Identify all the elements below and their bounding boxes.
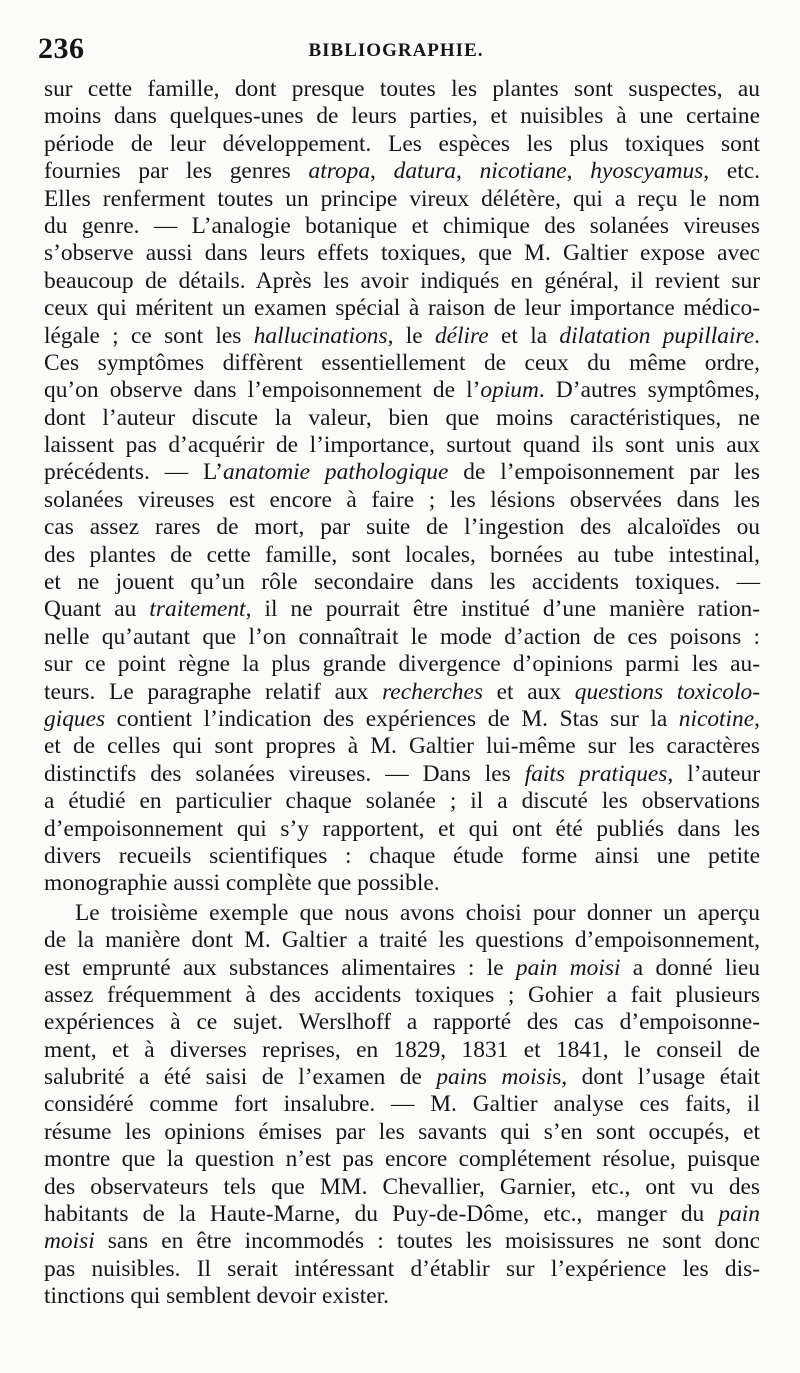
text-line: période de leur développement. Les espèces les plus toxiques sont bbox=[44, 130, 760, 157]
text-line: monographie aussi complète que possible. bbox=[44, 870, 440, 897]
text-line: beaucoup de détails. Après les avoir indiqués en général, il revient sur bbox=[44, 267, 760, 294]
text-line: ceux qui méritent un examen spécial à raison de leur importance médico- bbox=[44, 295, 760, 322]
text-line: de la manière dont M. Galtier a traité les questions d’empoisonnement, bbox=[44, 927, 760, 954]
text-line: est emprunté aux substances alimentaires : le pain moisi a donné lieu bbox=[44, 954, 760, 981]
text-line: pas nuisibles. Il serait intéressant d’établir sur l’expérience les dis- bbox=[44, 1255, 760, 1282]
text-line: moins dans quelques-unes de leurs parties, et nuisibles à une certaine bbox=[44, 103, 760, 130]
text-line: habitants de la Haute-Marne, du Puy-de-Dôme, etc., manger du pain bbox=[44, 1201, 760, 1228]
text-line: a étudié en particulier chaque solanée ; il a discuté les observations bbox=[44, 788, 760, 815]
text-line: dont l’auteur discute la valeur, bien que moins caractéristiques, ne bbox=[44, 404, 760, 431]
text-line: solanées vireuses est encore à faire ; les lésions observées dans les bbox=[44, 486, 760, 513]
text-line: expériences à ce sujet. Werslhoff a rapporté des cas d’empoisonne- bbox=[44, 1009, 760, 1036]
text-line: des plantes de cette famille, sont locales, bornées au tube intestinal, bbox=[44, 541, 760, 568]
text-line: qu’on observe dans l’empoisonnement de l’opium. D’autres symptômes, bbox=[44, 377, 760, 404]
text-line: fournies par les genres atropa, datura, nicotiane, hyoscyamus, etc. bbox=[44, 158, 760, 185]
text-line: légale ; ce sont les hallucinations, le délire et la dilatation pupillaire. bbox=[44, 322, 760, 349]
text-line: du genre. — L’analogie botanique et chimique des solanées vireuses bbox=[44, 212, 760, 239]
text-line: assez fréquemment à des accidents toxiques ; Gohier a fait plusieurs bbox=[44, 981, 760, 1008]
text-line: sur cette famille, dont presque toutes les plantes sont suspectes, au bbox=[44, 76, 760, 102]
text-line: salubrité a été saisi de l’examen de pains moisis, dont l’usage était bbox=[44, 1064, 760, 1091]
text-line: considéré comme fort insalubre. — M. Galtier analyse ces faits, il bbox=[44, 1091, 760, 1118]
text-line: moisi sans en être incommodés : toutes les moisissures ne sont donc bbox=[44, 1228, 760, 1255]
text-line: divers recueils scientifiques : chaque étude forme ainsi une petite bbox=[44, 842, 760, 869]
text-line: Le troisième exemple que nous avons choisi pour donner un aperçu bbox=[75, 899, 760, 926]
page-header bbox=[38, 30, 754, 70]
text-line: sur ce point règne la plus grande divergence d’opinions parmi les au- bbox=[44, 651, 760, 678]
text-line: laissent pas d’acquérir de l’importance, surtout quand ils sont unis aux bbox=[44, 432, 760, 459]
text-line: et de celles qui sont propres à M. Galtier lui-même sur les caractères bbox=[44, 733, 760, 760]
text-line: distinctifs des solanées vireuses. — Dans les faits pratiques, l’auteur bbox=[44, 760, 760, 787]
text-line: nelle qu’autant que l’on connaîtrait le mode d’action de ces poisons : bbox=[44, 623, 760, 650]
text-line: teurs. Le paragraphe relatif aux recherches et aux questions toxicolo- bbox=[44, 678, 760, 705]
page-number: 236 bbox=[38, 32, 85, 65]
text-line: précédents. — L’anatomie pathologique de l’empoisonnement par les bbox=[44, 459, 761, 486]
text-line: Ces symptômes diffèrent essentiellement de ceux du même ordre, bbox=[44, 349, 760, 376]
text-line: cas assez rares de mort, par suite de l’ingestion des alcaloïdes ou bbox=[44, 514, 760, 541]
running-head: BIBLIOGRAPHIE. bbox=[308, 40, 484, 61]
text-line: Quant au traitement, il ne pourrait être institué d’une manière ration- bbox=[44, 596, 760, 623]
text-line: d’empoisonnement qui s’y rapportent, et qui ont été publiés dans les bbox=[44, 815, 760, 842]
text-line: s’observe aussi dans leurs effets toxiques, que M. Galtier expose avec bbox=[44, 240, 760, 267]
text-line: montre que la question n’est pas encore complétement résolue, puisque bbox=[44, 1146, 760, 1173]
body-text bbox=[44, 76, 760, 1311]
text-line: tinctions qui semblent devoir exister. bbox=[44, 1283, 389, 1310]
text-line: des observateurs tels que MM. Chevallier, Garnier, etc., ont vu des bbox=[44, 1173, 760, 1200]
text-line: giques contient l’indication des expériences de M. Stas sur la nicotine, bbox=[44, 705, 760, 732]
text-line: ment, et à diverses reprises, en 1829, 1831 et 1841, le conseil de bbox=[44, 1036, 760, 1063]
text-line: résume les opinions émises par les savants qui s’en sont occupés, et bbox=[44, 1118, 760, 1145]
text-line: Elles renferment toutes un principe vireux délétère, qui a reçu le nom bbox=[44, 185, 760, 212]
text-line: et ne jouent qu’un rôle secondaire dans les accidents toxiques. — bbox=[44, 569, 760, 596]
